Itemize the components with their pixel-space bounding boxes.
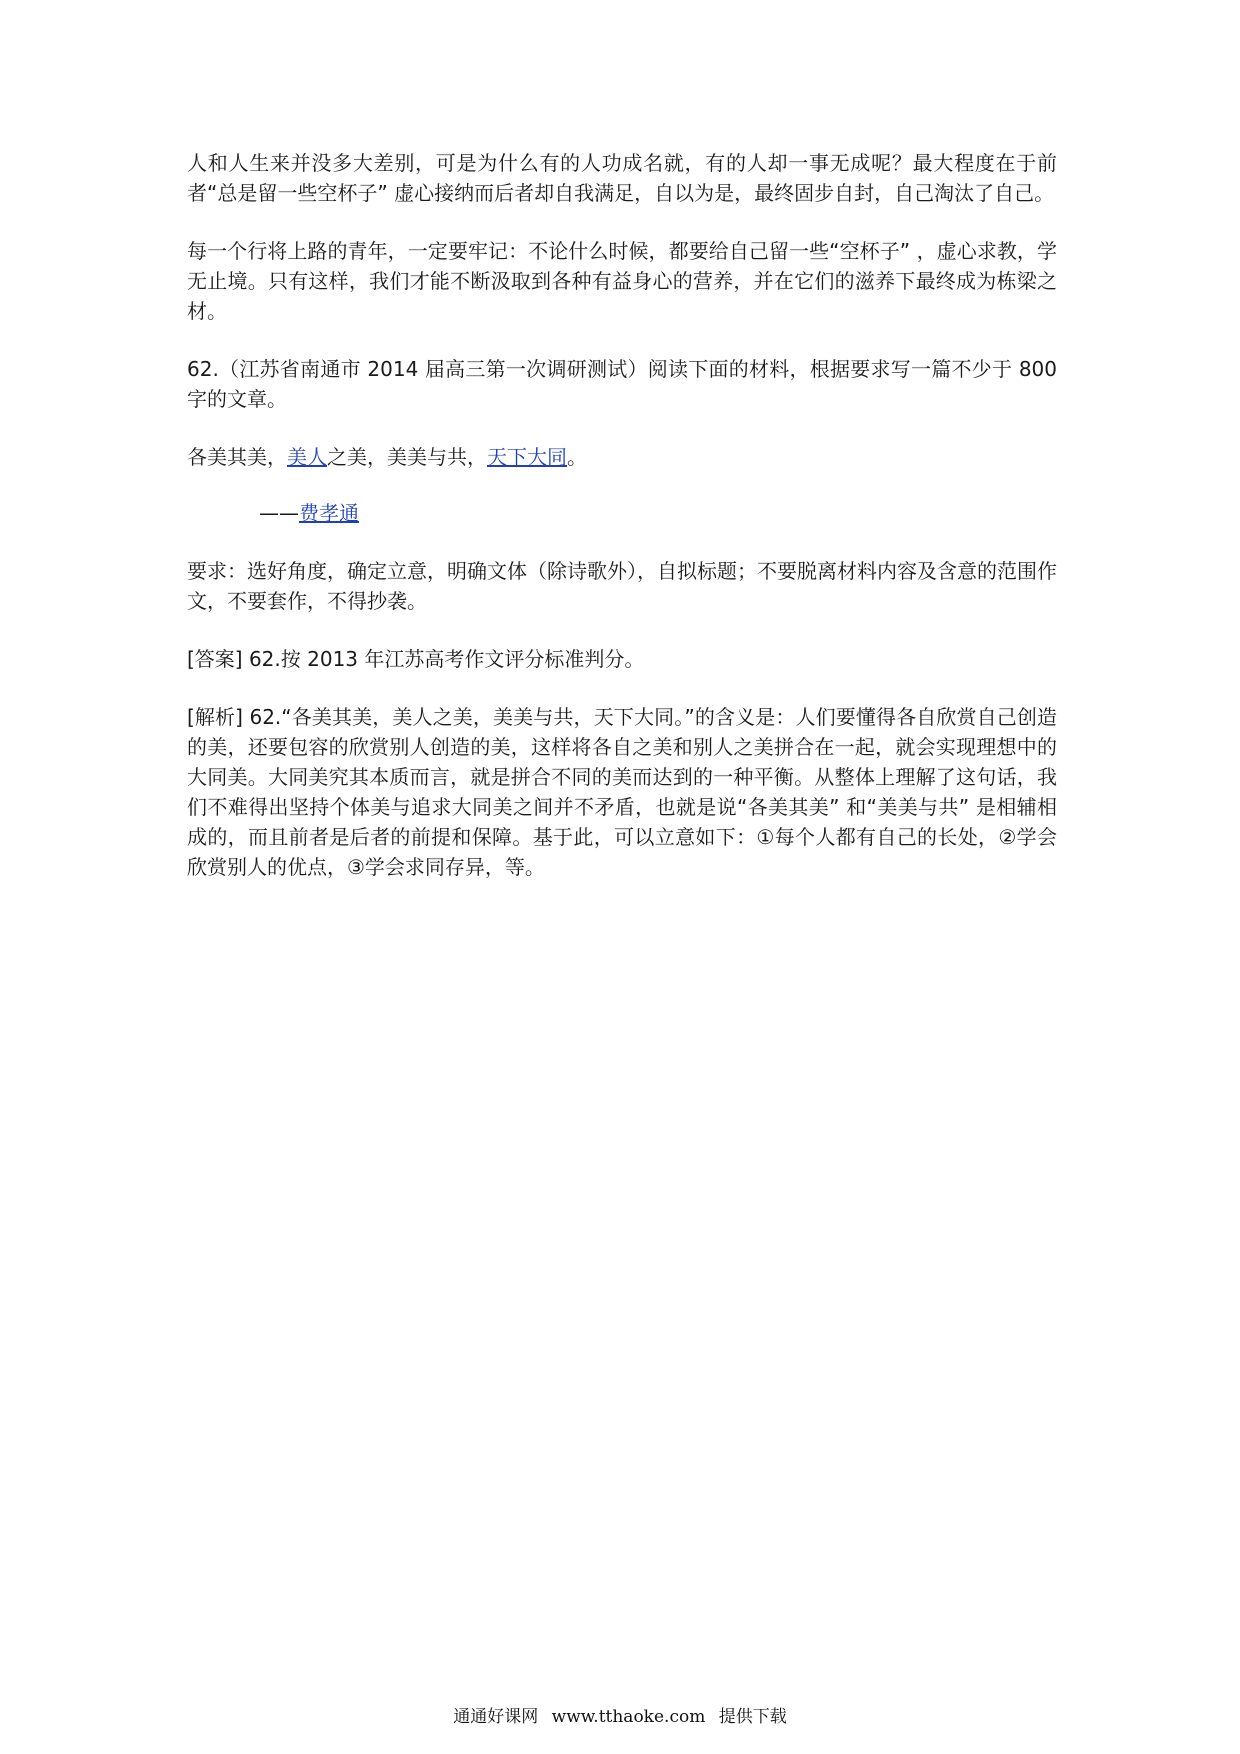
- link-meiren[interactable]: 美人: [287, 445, 327, 469]
- link-tianxiadatong[interactable]: 天下大同: [487, 445, 567, 469]
- footer-site-name: 通通好课网: [453, 1707, 539, 1727]
- paragraph-2: 每一个行将上路的青年，一定要牢记：不论什么时候，都要给自己留一些“空杯子” ，虚心求教，学无止境。只有这样，我们才能不断汲取到各种有益身心的营养，并在它们的滋养下最终成为栋梁之材。: [187, 239, 1057, 323]
- attribution-dash: ——: [259, 501, 299, 525]
- footer-url[interactable]: www.tthaoke.com: [551, 1707, 706, 1727]
- footer-suffix: 提供下载: [718, 1707, 787, 1727]
- link-author[interactable]: 费孝通: [299, 501, 359, 525]
- paragraph-1: 人和人生来并没多大差别，可是为什么有的人功成名就，有的人却一事无成呢？最大程度在于前者“总是留一些空杯子” 虚心接纳而后者却自我满足，自以为是，最终固步自封，自己淘汰了自己。: [187, 151, 1057, 205]
- page-footer: [0, 1702, 1240, 1727]
- analysis-text: [解析] 62.“各美其美，美人之美，美美与共，天下大同。”的含义是：人们要懂得各自欣赏自己创造的美，还要包容的欣赏别人创造的美，这样将各自之美和别人之美拼合在一起，就会实现理想中的大同美。大同美究其本质而言，就是拼合不同的美而达到的一种平衡。从整体上理解了这句话，我们不难得出坚持个体美与追求大同美之间并不矛盾，也就是说“各美其美” 和“美美与共” 是相辅相成的，而且前者是后者的前提和保障。基于此，可以立意如下：①每个人都有自己的长处，②学会欣赏别人的优点，③学会求同存异，等。: [187, 705, 1057, 879]
- quote-line: [187, 442, 1057, 472]
- quote-text-2: 之美，美美与共，: [327, 445, 487, 469]
- question-62-prompt: 62.（江苏省南通市 2014 届高三第一次调研测试）阅读下面的材料，根据要求写一篇不少于 800 字的文章。: [187, 357, 1057, 411]
- quote-text-3: 。: [567, 445, 587, 469]
- quote-attribution: [187, 498, 1057, 528]
- document-body: [187, 148, 1057, 910]
- answer-text: [答案] 62.按 2013 年江苏高考作文评分标准判分。: [187, 647, 645, 671]
- requirement-text: 要求：选好角度，确定立意，明确文体（除诗歌外），自拟标题；不要脱离材料内容及含意的范围作文，不要套作，不得抄袭。: [187, 559, 1057, 613]
- quote-text-1: 各美其美，: [187, 445, 287, 469]
